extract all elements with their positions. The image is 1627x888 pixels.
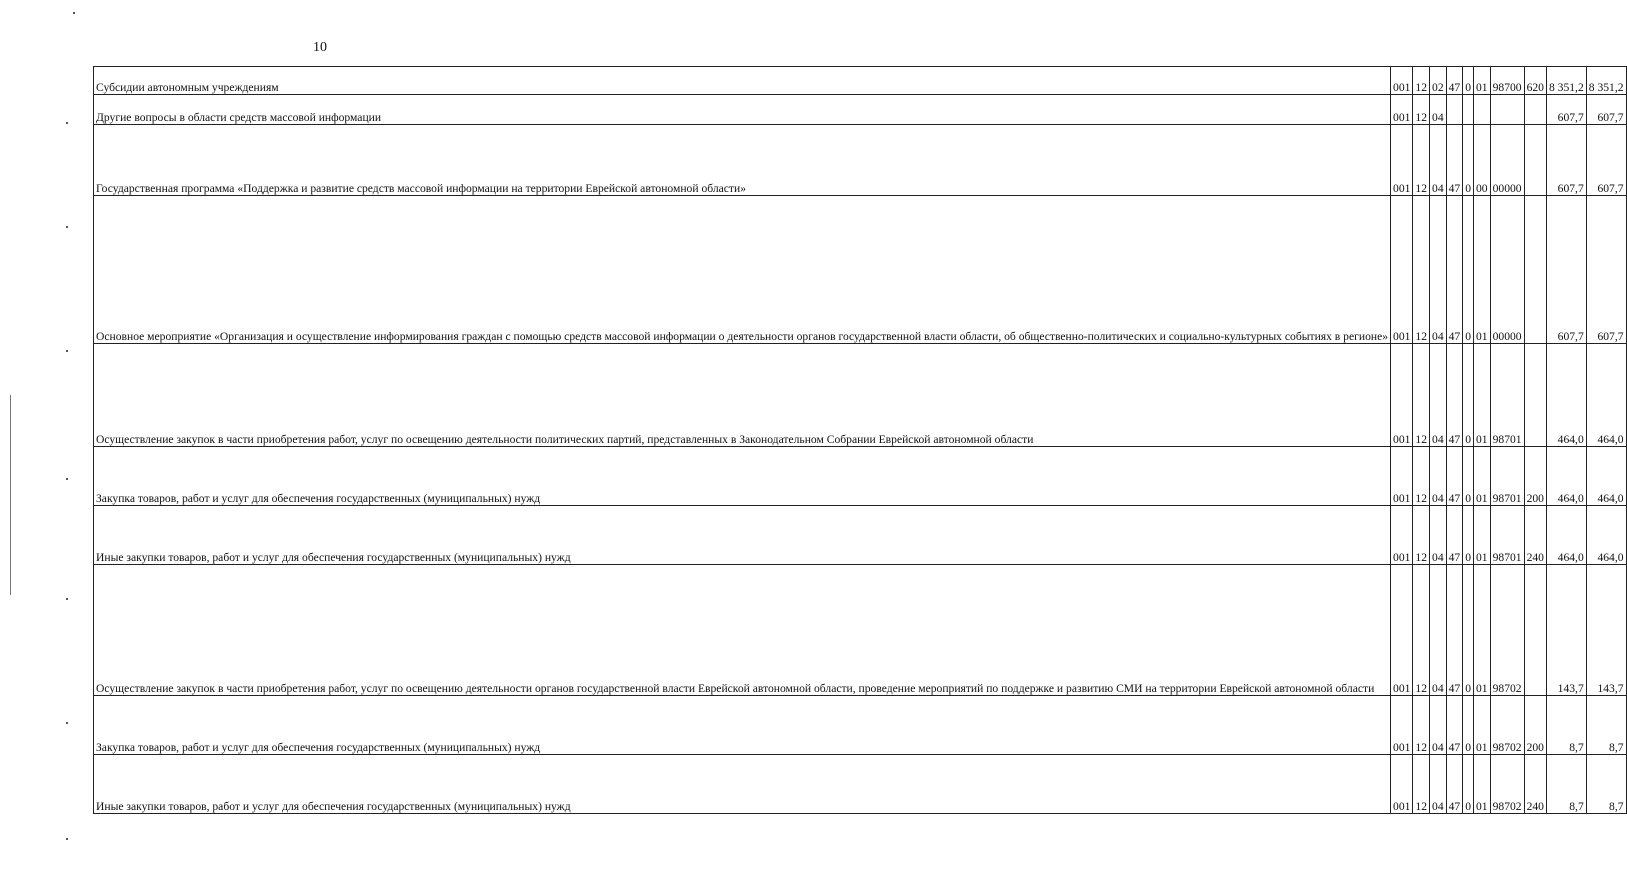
cs-event-cell: 01 [1474,344,1491,447]
cs-direction-cell: 98702 [1490,696,1524,755]
sum-second-cell: 8 351,2 [1586,67,1626,95]
rz-cell: 12 [1413,755,1430,814]
sum-second-cell: 8,7 [1586,755,1626,814]
scan-mark-top [73,12,75,14]
cs-event-cell: 00 [1474,125,1491,196]
gr-cell: 001 [1391,696,1413,755]
gr-cell: 001 [1391,565,1413,696]
item-name: Осуществление закупок в части приобретения работ, услуг по освещению деятельности политических партий, представленных в Законодательном Собрании Еврейской автономной области [96,432,1034,446]
vr-cell [1524,344,1546,447]
cs-direction-cell: 98700 [1490,67,1524,95]
table-row [94,125,1627,196]
rz-cell: 12 [1413,125,1430,196]
pr-cell: 04 [1430,755,1447,814]
sum-second-cell: 8,7 [1586,696,1626,755]
gr-cell: 001 [1391,447,1413,506]
item-name: Государственная программа «Поддержка и развитие средств массовой информации на территории Еврейской автономной области» [96,181,747,195]
pr-cell: 04 [1430,344,1447,447]
scan-mark-4 [66,478,68,480]
cs-direction-cell: 00000 [1490,196,1524,344]
vr-cell: 200 [1524,696,1546,755]
vr-cell [1524,565,1546,696]
rz-cell: 12 [1413,506,1430,565]
table-row [94,344,1627,447]
rz-cell: 12 [1413,344,1430,447]
cs-event-cell: 01 [1474,506,1491,565]
table-body [94,67,1627,814]
sum-second-cell: 607,7 [1586,95,1626,125]
sum-first-cell: 143,7 [1546,565,1586,696]
cs-event-cell: 01 [1474,196,1491,344]
table-row [94,67,1627,95]
cs-program-cell: 47 [1446,196,1463,344]
gr-cell: 001 [1391,125,1413,196]
vr-cell [1524,95,1546,125]
table-row [94,196,1627,344]
scan-mark-3 [66,350,68,352]
gr-cell: 001 [1391,344,1413,447]
cs-direction-cell: 98701 [1490,447,1524,506]
gr-cell: 001 [1391,95,1413,125]
gr-cell: 001 [1391,196,1413,344]
table-row [94,565,1627,696]
table-row [94,95,1627,125]
cs-program-cell: 47 [1446,565,1463,696]
vr-cell: 240 [1524,506,1546,565]
pr-cell: 04 [1430,95,1447,125]
rz-cell: 12 [1413,95,1430,125]
table-row [94,506,1627,565]
sum-first-cell: 464,0 [1546,447,1586,506]
gr-cell: 001 [1391,755,1413,814]
cs-subprogram-cell: 0 [1463,67,1474,95]
sum-second-cell: 464,0 [1586,447,1626,506]
item-name-cell [94,196,1391,344]
item-name: Основное мероприятие «Организация и осуществление информирования граждан с помощью средств массовой информации о деятельности органов государственной власти области, об общественно-политических и социально-культурных событиях в регионе» [96,329,1389,343]
rz-cell: 12 [1413,447,1430,506]
scan-mark-2 [66,226,68,228]
sum-first-cell: 8,7 [1546,755,1586,814]
table-row [94,696,1627,755]
cs-event-cell [1474,95,1491,125]
sum-first-cell: 8,7 [1546,696,1586,755]
sum-second-cell: 464,0 [1586,344,1626,447]
scan-edge-line [10,395,11,595]
cs-event-cell: 01 [1474,696,1491,755]
cs-event-cell: 01 [1474,447,1491,506]
pr-cell: 04 [1430,565,1447,696]
item-name: Осуществление закупок в части приобретения работ, услуг по освещению деятельности органов государственной власти Еврейской автономной области, проведение мероприятий по поддержке и развитию СМИ на территории Еврейской автономной области [96,681,1375,695]
sum-second-cell: 143,7 [1586,565,1626,696]
cs-direction-cell [1490,95,1524,125]
cs-subprogram-cell [1463,95,1474,125]
pr-cell: 04 [1430,506,1447,565]
cs-subprogram-cell: 0 [1463,565,1474,696]
cs-subprogram-cell: 0 [1463,447,1474,506]
table-row [94,755,1627,814]
sum-second-cell: 464,0 [1586,506,1626,565]
item-name-cell [94,696,1391,755]
sum-first-cell: 607,7 [1546,95,1586,125]
cs-direction-cell: 98701 [1490,506,1524,565]
rz-cell: 12 [1413,67,1430,95]
sum-second-cell: 607,7 [1586,125,1626,196]
pr-cell: 04 [1430,196,1447,344]
cs-program-cell: 47 [1446,67,1463,95]
cs-program-cell: 47 [1446,755,1463,814]
page-number: 10 [313,40,327,55]
item-name-cell [94,565,1391,696]
item-name-cell [94,344,1391,447]
item-name-cell [94,447,1391,506]
item-name: Субсидии автономным учреждениям [96,80,279,94]
scan-mark-5 [66,598,68,600]
cs-event-cell: 01 [1474,755,1491,814]
item-name-cell [94,506,1391,565]
vr-cell [1524,125,1546,196]
cs-event-cell: 01 [1474,565,1491,696]
item-name-cell [94,125,1391,196]
cs-direction-cell: 98702 [1490,565,1524,696]
pr-cell: 02 [1430,67,1447,95]
scan-mark-6 [66,722,68,724]
sum-first-cell: 464,0 [1546,506,1586,565]
sum-first-cell: 607,7 [1546,196,1586,344]
cs-program-cell: 47 [1446,125,1463,196]
cs-subprogram-cell: 0 [1463,125,1474,196]
pr-cell: 04 [1430,696,1447,755]
cs-program-cell [1446,95,1463,125]
cs-program-cell: 47 [1446,506,1463,565]
cs-subprogram-cell: 0 [1463,506,1474,565]
cs-direction-cell: 00000 [1490,125,1524,196]
sum-first-cell: 464,0 [1546,344,1586,447]
cs-subprogram-cell: 0 [1463,696,1474,755]
rz-cell: 12 [1413,696,1430,755]
item-name: Иные закупки товаров, работ и услуг для обеспечения государственных (муниципальных) нужд [96,799,571,813]
sum-first-cell: 8 351,2 [1546,67,1586,95]
cs-direction-cell: 98702 [1490,755,1524,814]
sum-second-cell: 607,7 [1586,196,1626,344]
cs-subprogram-cell: 0 [1463,196,1474,344]
scan-mark-1 [66,122,68,124]
vr-cell: 240 [1524,755,1546,814]
cs-program-cell: 47 [1446,447,1463,506]
scan-mark-7 [66,838,68,840]
table-row [94,447,1627,506]
rz-cell: 12 [1413,196,1430,344]
sum-first-cell: 607,7 [1546,125,1586,196]
item-name: Закупка товаров, работ и услуг для обеспечения государственных (муниципальных) нужд [96,740,541,754]
item-name: Другие вопросы в области средств массовой информации [96,110,382,124]
vr-cell: 620 [1524,67,1546,95]
cs-subprogram-cell: 0 [1463,344,1474,447]
pr-cell: 04 [1430,447,1447,506]
cs-event-cell: 01 [1474,67,1491,95]
item-name-cell [94,95,1391,125]
item-name: Иные закупки товаров, работ и услуг для обеспечения государственных (муниципальных) нужд [96,550,571,564]
vr-cell [1524,196,1546,344]
cs-program-cell: 47 [1446,344,1463,447]
cs-direction-cell: 98701 [1490,344,1524,447]
item-name: Закупка товаров, работ и услуг для обеспечения государственных (муниципальных) нужд [96,491,541,505]
budget-table [93,66,1627,814]
pr-cell: 04 [1430,125,1447,196]
cs-subprogram-cell: 0 [1463,755,1474,814]
item-name-cell [94,755,1391,814]
vr-cell: 200 [1524,447,1546,506]
item-name-cell [94,67,1391,95]
gr-cell: 001 [1391,67,1413,95]
cs-program-cell: 47 [1446,696,1463,755]
rz-cell: 12 [1413,565,1430,696]
gr-cell: 001 [1391,506,1413,565]
